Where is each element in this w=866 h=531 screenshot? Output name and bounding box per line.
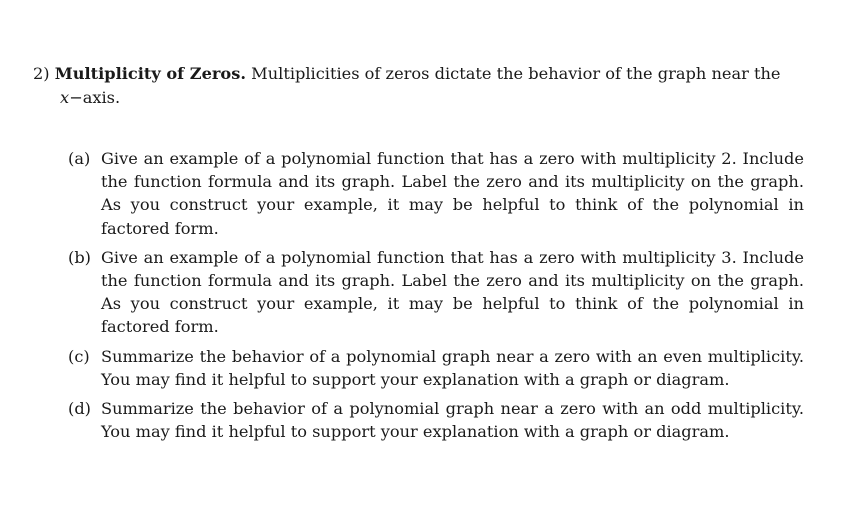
part-label: (b) xyxy=(68,247,91,267)
list-item xyxy=(68,147,804,240)
part-label: (d) xyxy=(68,399,91,419)
problem-parts-list xyxy=(68,147,804,449)
part-text: Give an example of a polynomial function that has a zero with multiplicity 3. Include the function formula and its graph. Label the zero and its multiplicity on the graph. As you construct your example, it may be helpful to think of the polynomial in factored form. xyxy=(101,247,804,337)
part-label: (a) xyxy=(68,149,91,168)
part-label: (c) xyxy=(68,346,90,366)
problem-intro-continuation xyxy=(33,86,803,110)
axis-text: −axis. xyxy=(69,87,121,107)
part-text: Summarize the behavior of a polynomial graph near a zero with an odd multiplicity. You may find it helpful to support your explanation with a graph or diagram. xyxy=(101,399,804,442)
problem-intro-text: Multiplicities of zeros dictate the behavior of the graph near the xyxy=(251,64,781,83)
list-item xyxy=(68,397,804,443)
x-variable: x xyxy=(60,87,70,107)
part-text: Give an example of a polynomial function that has a zero with multiplicity 2. Include the function formula and its graph. Label the zero and its multiplicity on the graph. As you construct your example, it may be helpful to think of the polynomial in factored form. xyxy=(101,149,804,238)
problem-statement xyxy=(33,62,803,109)
part-text: Summarize the behavior of a polynomial graph near a zero with an even multiplicity. You may find it helpful to support your explanation with a graph or diagram. xyxy=(101,346,804,389)
problem-title: Multiplicity of Zeros. xyxy=(54,64,246,83)
problem-number: 2) xyxy=(33,64,50,83)
list-item xyxy=(68,246,804,339)
list-item xyxy=(68,345,804,391)
problem-intro-line xyxy=(33,62,803,86)
